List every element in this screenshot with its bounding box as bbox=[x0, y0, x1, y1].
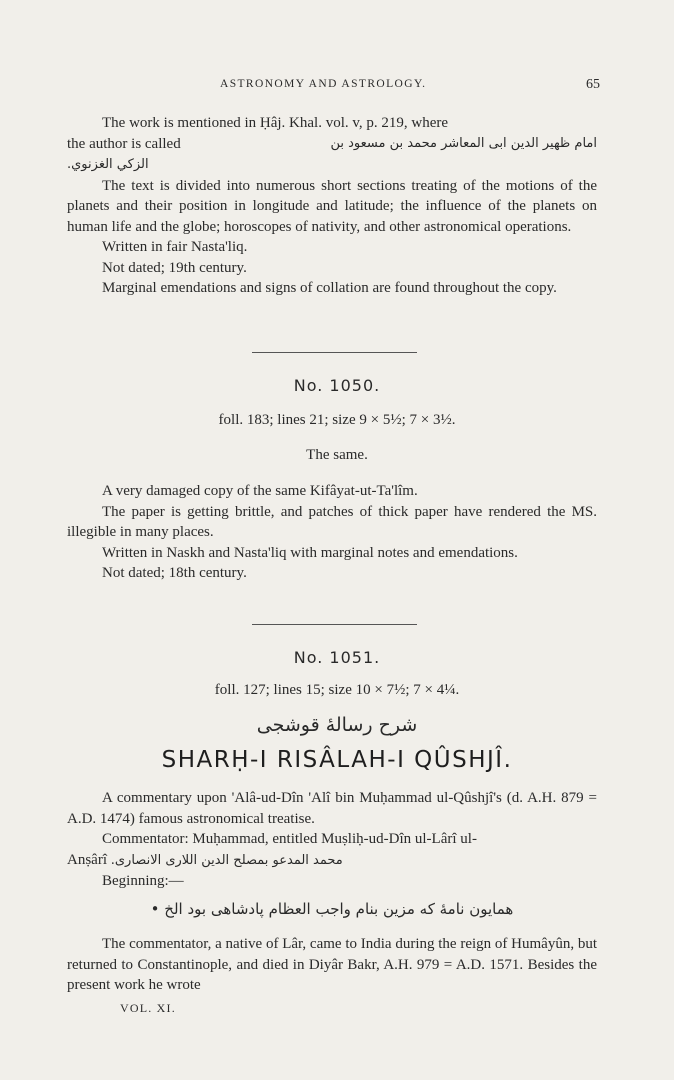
author-name-arabic: امام ظهير الدين ابى المعاشر محمد بن مسعود بن bbox=[330, 135, 597, 151]
section-divider bbox=[252, 352, 417, 353]
entry-1050-p4: Not dated; 18th century. bbox=[102, 565, 247, 581]
intro-marginal: Marginal emendations and signs of collation are found throughout the copy. bbox=[102, 280, 557, 296]
title-arabic-1051: شرح رسالهٔ قوشجی bbox=[256, 714, 418, 736]
entry-1050-p3: Written in Naskh and Nasta'liq with marginal notes and emendations. bbox=[102, 544, 518, 561]
entry-1050-body bbox=[67, 481, 597, 584]
entry-number-1050: No. 1050. bbox=[293, 376, 381, 395]
intro-paragraph-2: The text is divided into numerous short sections treating of the motions of the planets and their position in longitude and latitude; the influence of the planets on human life and the globe; horoscopes of nativity, and other astronomical operations. bbox=[67, 177, 597, 235]
intro-script: Written in fair Nasta'liq. bbox=[102, 239, 248, 255]
beginning-text-arabic: همايون نامهٔ كه مزين بنام واجب العظام پادشاهی بود الخ • bbox=[150, 900, 514, 918]
intro-line-3 bbox=[67, 154, 597, 176]
commentator-name-arabic: محمد المدعو بمصلح الدين اللارى الانصارى. bbox=[110, 852, 343, 868]
title-1050: The same. bbox=[306, 447, 368, 463]
entry-1051-commentator-cont bbox=[67, 850, 597, 872]
collation-1050: foll. 183; lines 21; size 9 × 5½; 7 × 3½. bbox=[218, 412, 456, 428]
entry-1051-commentator: Commentator: Muḥammad, entitled Muṣliḥ-ud-Dîn ul-Lârî ul- bbox=[102, 831, 477, 847]
signature-mark: VOL. XI. bbox=[120, 1001, 176, 1015]
page-number: 65 bbox=[586, 77, 600, 92]
running-title: ASTRONOMY AND ASTROLOGY. bbox=[220, 78, 427, 90]
author-name-arabic-cont: الزكي الغزنوي. bbox=[67, 157, 149, 172]
entry-1050-p1: A very damaged copy of the same Kifâyat-ut-Ta'lîm. bbox=[102, 483, 418, 499]
intro-line-2 bbox=[67, 134, 597, 155]
page-header bbox=[95, 78, 600, 100]
entry-1051-p1: A commentary upon 'Alâ-ud-Dîn 'Alî bin Muḥammad ul-Qûshjî's (d. A.H. 879 = A.D. 1474) famous astronomical treatise. bbox=[67, 790, 597, 827]
entry-1051-body bbox=[67, 788, 597, 892]
intro-section bbox=[67, 113, 597, 299]
beginning-label: Beginning:— bbox=[102, 873, 184, 889]
entry-1051-p3: The commentator, a native of Lâr, came to India during the reign of Humâyûn, but returned to Constantinople, and died in Diyâr Bakr, A.H. 979 = A.D. 1571. Besides the present work he wrote bbox=[67, 936, 597, 993]
entry-number-1051: No. 1051. bbox=[293, 648, 381, 667]
collation-1051: foll. 127; lines 15; size 10 × 7½; 7 × 4¼. bbox=[214, 682, 460, 698]
intro-line-2-latin: the author is called bbox=[67, 135, 181, 152]
section-divider-2 bbox=[252, 624, 417, 625]
entry-1051-body-2 bbox=[67, 934, 597, 996]
intro-line-1: The work is mentioned in Ḥâj. Khal. vol. v, p. 219, where bbox=[102, 115, 449, 131]
intro-date: Not dated; 19th century. bbox=[102, 259, 247, 276]
title-latin-1051: SHARḤ-I RISÂLAH-I QÛSHJÎ. bbox=[161, 747, 513, 773]
commentator-nisba: Anṣârî bbox=[67, 851, 107, 868]
entry-1050-p2: The paper is getting brittle, and patches of thick paper have rendered the MS. illegible in many places. bbox=[67, 503, 597, 540]
